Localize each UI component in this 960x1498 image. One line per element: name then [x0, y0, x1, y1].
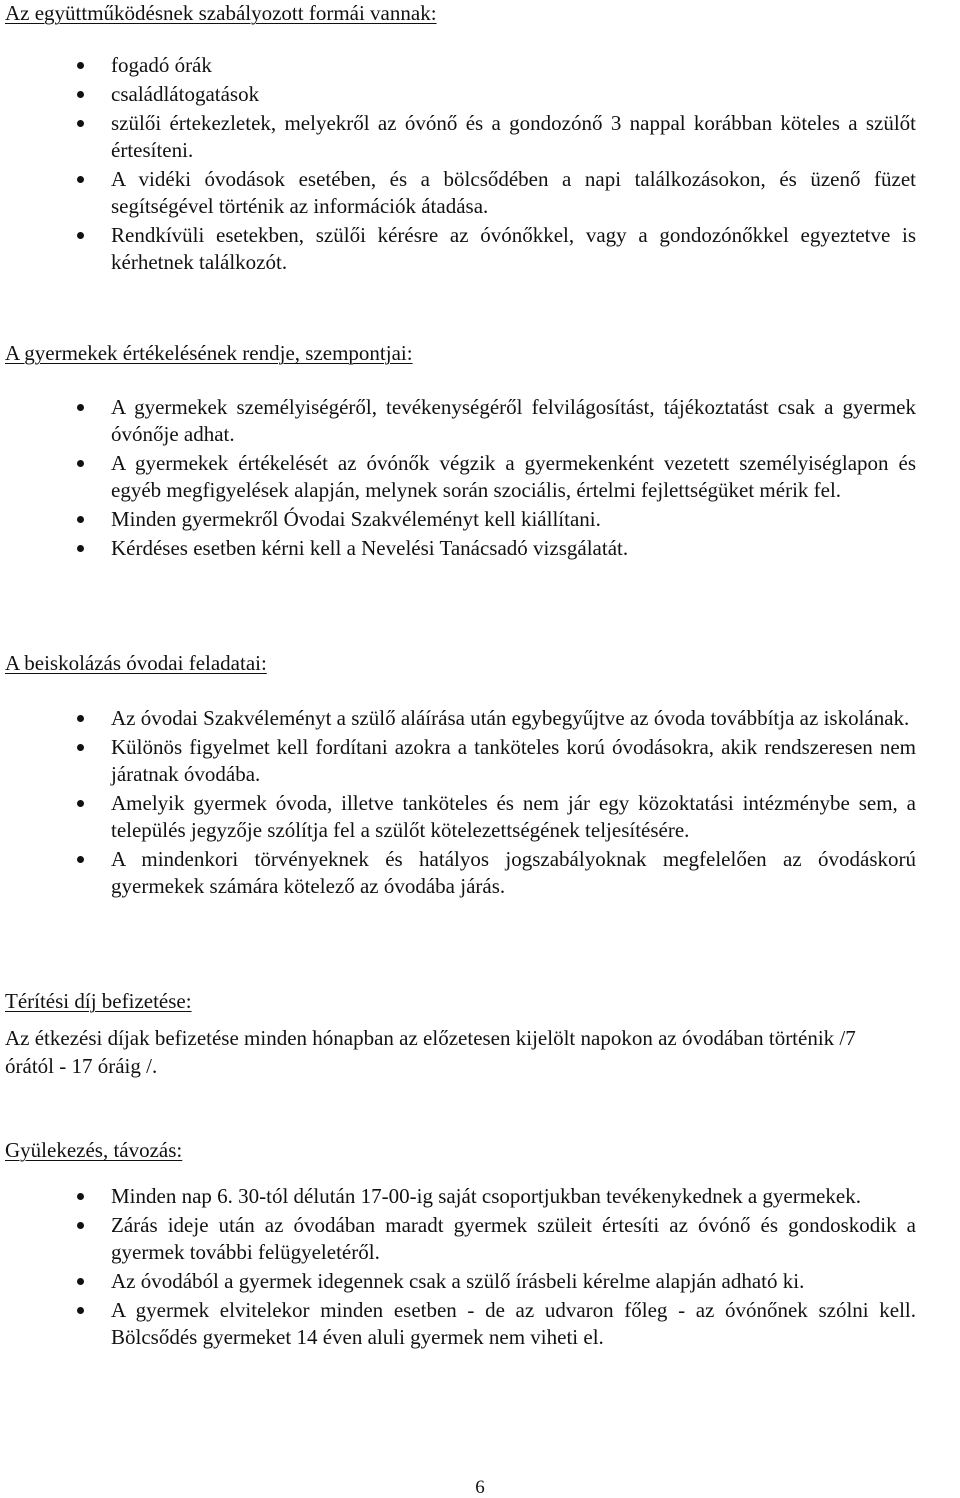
bullet-icon [77, 460, 84, 467]
bullet-icon [77, 91, 84, 98]
list-item: Minden nap 6. 30-tól délután 17-00-ig saját csoportjukban tevékenykednek a gyermekek. [0, 1183, 960, 1210]
bullet-icon [77, 62, 84, 69]
list-item: A gyermekek értékelését az óvónők végzik a gyermekenként vezetett személyiséglapon és egyéb megfigyelések alapján, melynek során szociális, értelmi fejlettségüket mérik fel. [0, 450, 960, 504]
list-item: szülői értekezletek, melyekről az óvónő és a gondozónő 3 nappal korábban köteles a szülőt értesíteni. [0, 110, 960, 164]
bullet-icon [77, 1222, 84, 1229]
list-item: Minden gyermekről Óvodai Szakvéleményt kell kiállítani. [0, 506, 960, 533]
bullet-icon [77, 856, 84, 863]
list-item: Amelyik gyermek óvoda, illetve tanköteles és nem jár egy közoktatási intézménybe sem, a település jegyzője szólítja fel a szülőt kötelezettségének teljesítésére. [0, 790, 960, 844]
list-item: Kérdéses esetben kérni kell a Nevelési Tanácsadó vizsgálatát. [0, 535, 960, 562]
list-item: A mindenkori törvényeknek és hatályos jogszabályoknak megfelelően az óvodáskorú gyermekek számára kötelező az óvodába járás. [0, 846, 960, 900]
bullet-icon [77, 120, 84, 127]
bullet-icon [77, 715, 84, 722]
section-heading-egyuttmukodes: Az együttműködésnek szabályozott formái vannak: [5, 1, 437, 25]
section-heading-teritesi-dij: Térítési díj befizetése: [5, 989, 192, 1013]
bullet-icon [77, 516, 84, 523]
list-egyuttmukodes [0, 52, 960, 278]
list-item: Az óvodai Szakvéleményt a szülő aláírása után egybegyűjtve az óvoda továbbítja az iskolának. [0, 705, 960, 732]
bullet-icon [77, 800, 84, 807]
list-item: Zárás ideje után az óvodában maradt gyermek szüleit értesíti az óvónő és gondoskodik a gyermek további felügyeletéről. [0, 1212, 960, 1266]
list-item: Az óvodából a gyermek idegennek csak a szülő írásbeli kérelme alapján adható ki. [0, 1268, 960, 1295]
section-heading-ertekeles: A gyermekek értékelésének rendje, szempontjai: [5, 341, 413, 365]
bullet-icon [77, 1193, 84, 1200]
list-item: fogadó órák [0, 52, 960, 79]
list-item: A vidéki óvodások esetében, és a bölcsődében a napi találkozásokon, és üzenő füzet segítségével történik az információk átadása. [0, 166, 960, 220]
list-item: A gyermek elvitelekor minden esetben - de az udvaron főleg - az óvónőnek szólni kell. Bölcsődés gyermeket 14 éven aluli gyermek nem viheti el. [0, 1297, 960, 1351]
section-heading-gyulekezes: Gyülekezés, távozás: [5, 1138, 183, 1162]
list-item: Rendkívüli esetekben, szülői kérésre az óvónőkkel, vagy a gondozónőkkel egyeztetve is kérhetnek találkozót. [0, 222, 960, 276]
list-beiskolazas [0, 705, 960, 902]
bullet-icon [77, 1307, 84, 1314]
bullet-icon [77, 1278, 84, 1285]
bullet-icon [77, 176, 84, 183]
section-heading-beiskolazas: A beiskolázás óvodai feladatai: [5, 651, 267, 675]
list-item: Különös figyelmet kell fordítani azokra a tanköteles korú óvodásokra, akik rendszeresen nem járatnak óvodába. [0, 734, 960, 788]
list-item: családlátogatások [0, 81, 960, 108]
list-ertekeles [0, 394, 960, 564]
bullet-icon [77, 545, 84, 552]
bullet-icon [77, 744, 84, 751]
page-number: 6 [475, 1477, 485, 1498]
list-gyulekezes [0, 1183, 960, 1353]
bullet-icon [77, 232, 84, 239]
list-item: A gyermekek személyiségéről, tevékenységéről felvilágosítást, tájékoztatást csak a gyermek óvónője adhat. [0, 394, 960, 448]
paragraph-teritesi-dij: Az étkezési díjak befizetése minden hónapban az előzetesen kijelölt napokon az óvodában történik /7 órától - 17 óráig /. [5, 1026, 856, 1078]
bullet-icon [77, 404, 84, 411]
